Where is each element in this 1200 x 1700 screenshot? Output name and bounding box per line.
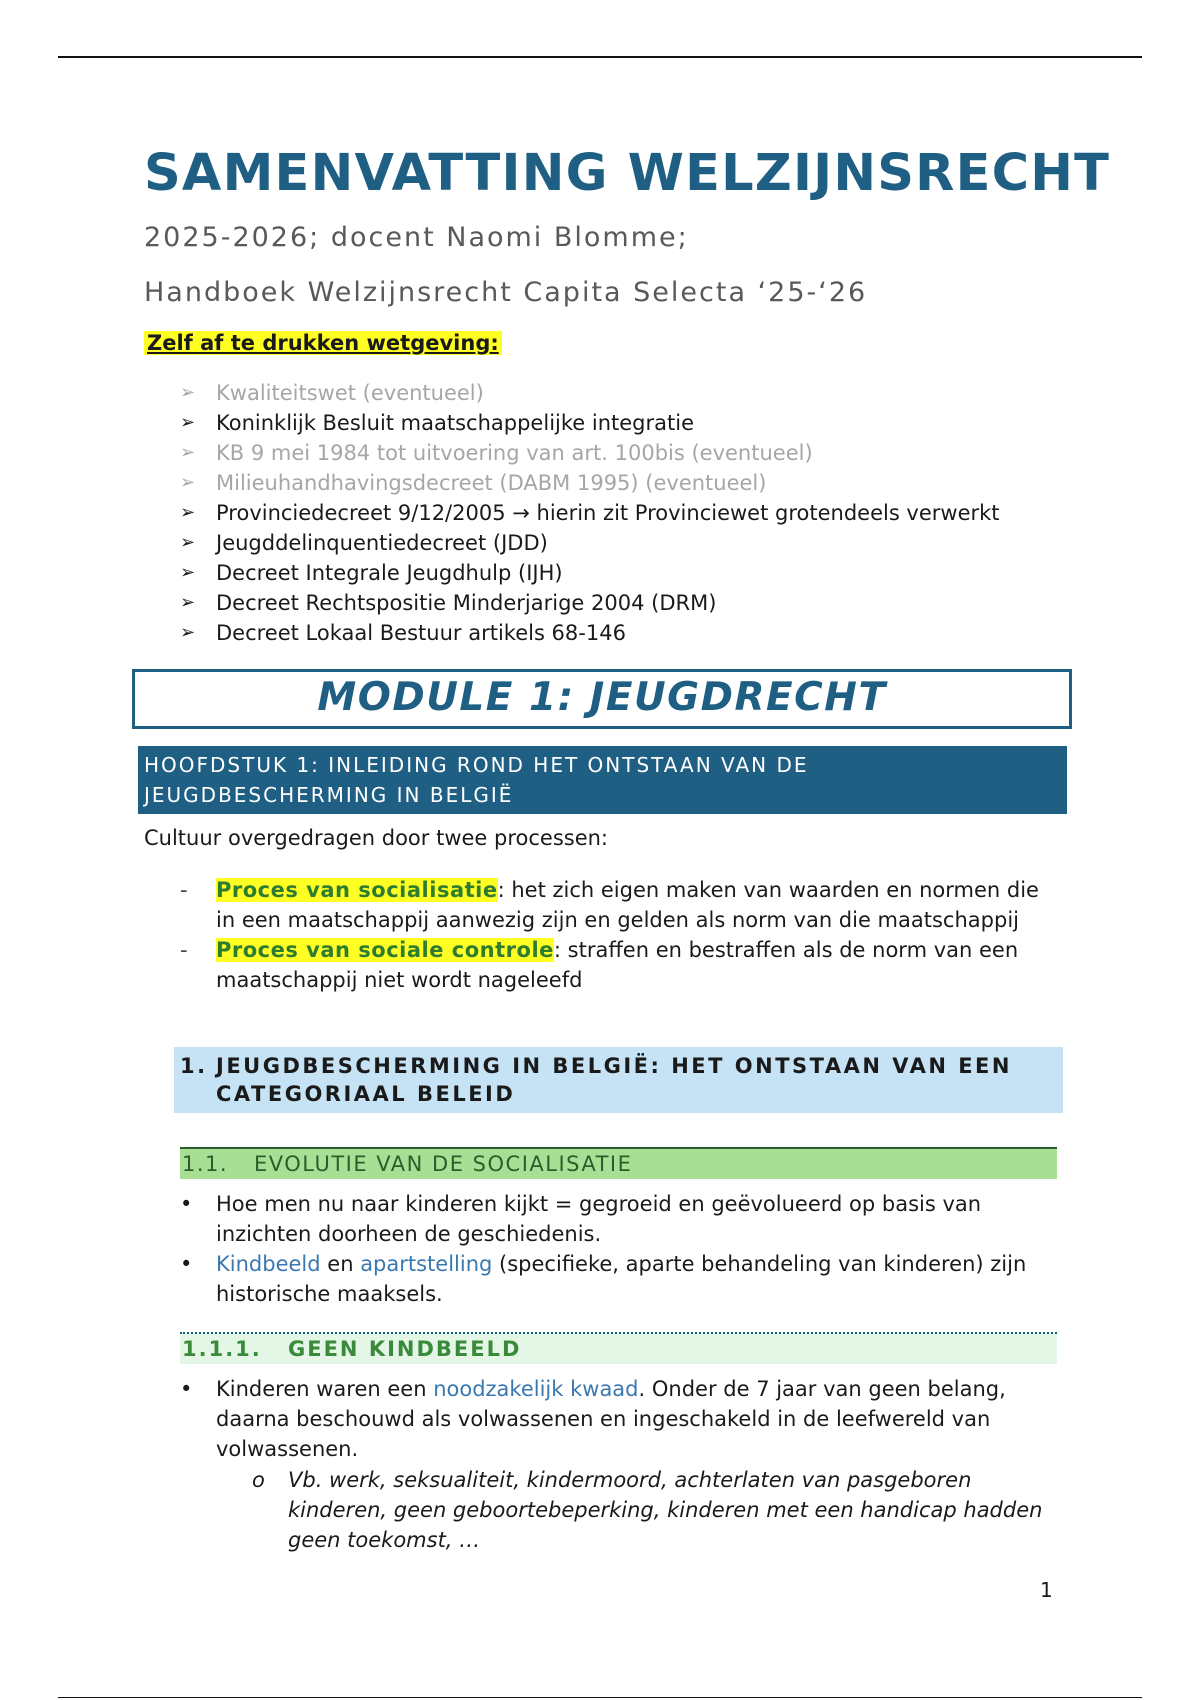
subsubsection-number: 1.1.1. xyxy=(182,1337,262,1361)
header-rule xyxy=(58,56,1142,58)
list-item: - Proces van sociale controle: straffen en bestraffen als de norm van een maatschappij niet wordt nageleefd xyxy=(180,935,1060,995)
arrow-bullet-icon: ➢ xyxy=(180,412,196,433)
list-item: ➢ Jeugddelinquentiedecreet (JDD) xyxy=(180,528,1000,558)
list-item: ➢ KB 9 mei 1984 tot uitvoering van art. 100bis (eventueel) xyxy=(180,438,1000,468)
chapter-heading xyxy=(138,746,1067,814)
subsection-title: EVOLUTIE VAN DE SOCIALISATIE xyxy=(254,1152,633,1176)
list-item: ➢ Provinciedecreet 9/12/2005 → hierin zit Provinciewet grotendeels verwerkt xyxy=(180,498,1000,528)
intro-paragraph: Cultuur overgedragen door twee processen: xyxy=(144,826,609,850)
arrow-bullet-icon: ➢ xyxy=(180,442,196,463)
subsubsection-heading xyxy=(180,1332,1057,1364)
print-legislation-label: Zelf af te drukken wetgeving: xyxy=(144,331,502,355)
chapter-heading-line: JEUGDBESCHERMING IN BELGIË xyxy=(144,783,514,807)
arrow-bullet-icon: ➢ xyxy=(180,502,196,523)
list-item: o Vb. werk, seksualiteit, kindermoord, achterlaten van pasgeboren kinderen, geen geboortebeperking, kinderen met een handicap hadden geen toekomst, … xyxy=(252,1465,1052,1555)
list-item: ➢ Decreet Integrale Jeugdhulp (IJH) xyxy=(180,558,1000,588)
arrow-bullet-icon: ➢ xyxy=(180,472,196,493)
subtitle-course: 2025-2026; docent Naomi Blomme; xyxy=(144,222,689,253)
term-noodzakelijk-kwaad: noodzakelijk kwaad xyxy=(433,1377,639,1401)
list-item: ➢ Decreet Lokaal Bestuur artikels 68-146 xyxy=(180,618,1000,648)
footer-rule xyxy=(58,1697,1142,1698)
subtitle-handbook: Handboek Welzijnsrecht Capita Selecta ‘25-‘26 xyxy=(144,277,868,308)
list-item: ➢ Koninklijk Besluit maatschappelijke integratie xyxy=(180,408,1000,438)
subsection-heading xyxy=(180,1147,1057,1179)
dash-bullet-icon: - xyxy=(180,878,188,902)
section-number: 1. xyxy=(180,1054,208,1078)
subsection-number: 1.1. xyxy=(182,1152,229,1176)
list-item: • Hoe men nu naar kinderen kijkt = gegroeid en geëvolueerd op basis van inzichten doorheen de geschiedenis. xyxy=(180,1189,1060,1249)
section-heading xyxy=(174,1047,1063,1113)
dot-bullet-icon: • xyxy=(180,1377,193,1401)
list-item: ➢ Kwaliteitswet (eventueel) xyxy=(180,378,1000,408)
process-list xyxy=(180,875,1060,995)
highlighted-term: Proces van sociale controle xyxy=(216,938,554,962)
socialisation-bullets xyxy=(180,1189,1060,1309)
section-title-line: CATEGORIAAL BELEID xyxy=(216,1082,516,1106)
list-item: ➢ Milieuhandhavingsdecreet (DABM 1995) (eventueel) xyxy=(180,468,1000,498)
example-list xyxy=(252,1465,1052,1555)
dash-bullet-icon: - xyxy=(180,938,188,962)
subsubsection-title: GEEN KINDBEELD xyxy=(288,1337,522,1361)
chapter-heading-line: HOOFDSTUK 1: INLEIDING ROND HET ONTSTAAN VAN DE xyxy=(144,753,809,777)
term-kindbeeld: Kindbeeld xyxy=(216,1252,321,1276)
arrow-bullet-icon: ➢ xyxy=(180,532,196,553)
section-title-line: JEUGDBESCHERMING IN BELGIË: HET ONTSTAAN VAN EEN xyxy=(216,1054,1012,1078)
arrow-bullet-icon: ➢ xyxy=(180,622,196,643)
list-item: ➢ Decreet Rechtspositie Minderjarige 2004 (DRM) xyxy=(180,588,1000,618)
list-item: • Kinderen waren een noodzakelijk kwaad. Onder de 7 jaar van geen belang, daarna beschouwd als volwassenen en ingeschakeld in de leefwereld van volwassenen. xyxy=(180,1374,1060,1464)
module-heading: MODULE 1: JEUGDRECHT xyxy=(317,675,887,720)
circle-bullet-icon: o xyxy=(252,1468,265,1492)
highlighted-term: Proces van socialisatie xyxy=(216,878,498,902)
document-title: SAMENVATTING WELZIJNSRECHT xyxy=(144,144,1111,203)
module-heading-box xyxy=(132,669,1072,729)
legislation-list xyxy=(180,378,1000,648)
page-number: 1 xyxy=(1040,1578,1053,1602)
dot-bullet-icon: • xyxy=(180,1192,193,1216)
kindbeeld-bullets xyxy=(180,1374,1060,1464)
list-item: • Kindbeeld en apartstelling (specifieke, aparte behandeling van kinderen) zijn historische maaksels. xyxy=(180,1249,1060,1309)
arrow-bullet-icon: ➢ xyxy=(180,592,196,613)
arrow-bullet-icon: ➢ xyxy=(180,562,196,583)
term-apartstelling: apartstelling xyxy=(360,1252,493,1276)
arrow-bullet-icon: ➢ xyxy=(180,382,196,403)
dot-bullet-icon: • xyxy=(180,1252,193,1276)
list-item: - Proces van socialisatie: het zich eigen maken van waarden en normen die in een maatschappij aanwezig zijn en gelden als norm van die maatschappij xyxy=(180,875,1060,935)
